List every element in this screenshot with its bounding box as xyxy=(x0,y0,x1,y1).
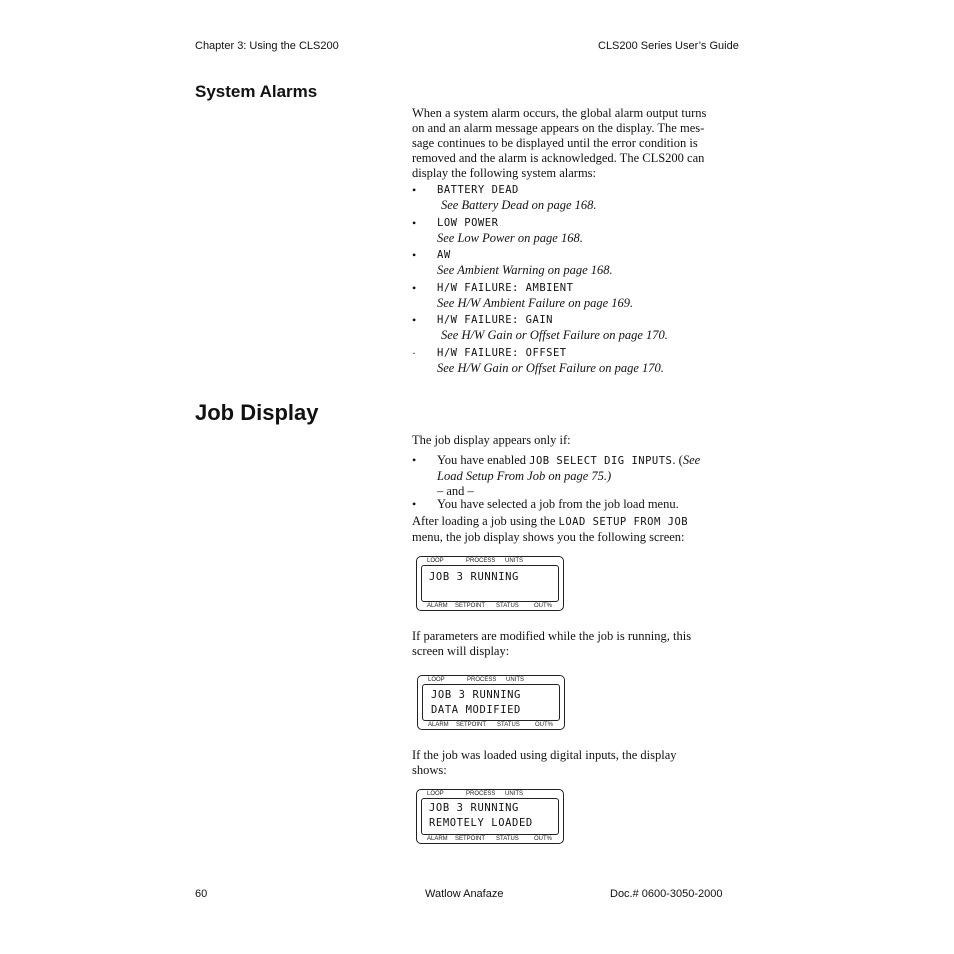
footer-publisher: Watlow Anafaze xyxy=(425,888,504,900)
after-text: After loading a job using the xyxy=(412,514,559,528)
running-header-title: CLS200 Series User’s Guide xyxy=(598,40,739,52)
running-header-chapter: Chapter 3: Using the CLS200 xyxy=(195,40,339,52)
alarm-item-battery-dead xyxy=(437,183,597,213)
alarm-item-low-power xyxy=(437,216,583,246)
alarm-code: H/W FAILURE: OFFSET xyxy=(437,347,567,359)
lcd-line-1: JOB 3 RUNNING xyxy=(431,689,521,701)
alarm-item-hw-failure-offset xyxy=(437,346,664,376)
alarm-item-aw xyxy=(437,248,613,278)
lcd-line-2: REMOTELY LOADED xyxy=(429,817,533,829)
section-heading-system-alarms: System Alarms xyxy=(195,82,318,101)
lcd-label-process: PROCESS xyxy=(467,677,497,683)
intro-line: sage continues to be displayed until the error condition is xyxy=(412,136,698,150)
lcd-display-job-running xyxy=(416,556,564,611)
alarm-code: H/W FAILURE: AMBIENT xyxy=(437,282,574,294)
digital-line: shows: xyxy=(412,763,447,777)
alarm-reference: See H/W Gain or Offset Failure on page 170. xyxy=(441,328,668,342)
lcd-screen xyxy=(421,565,559,602)
lcd-label-status: STATUS xyxy=(496,603,519,609)
lcd-label-out: OUT% xyxy=(534,603,552,609)
alarm-code: H/W FAILURE: GAIN xyxy=(437,314,553,326)
modified-line: If parameters are modified while the job is running, this xyxy=(412,629,692,643)
after-text-line2: menu, the job display shows you the following screen: xyxy=(412,530,685,544)
after-loading-text xyxy=(412,514,742,545)
digital-inputs-text xyxy=(412,748,677,778)
lcd-label-status: STATUS xyxy=(496,836,519,842)
digital-line: If the job was loaded using digital inputs, the display xyxy=(412,748,677,762)
section-heading-job-display: Job Display xyxy=(195,400,319,425)
lcd-label-alarm: ALARM xyxy=(427,603,448,609)
lcd-label-out: OUT% xyxy=(535,722,553,728)
modified-line: screen will display: xyxy=(412,644,510,658)
lcd-label-units: UNITS xyxy=(505,791,523,797)
alarm-item-hw-failure-gain xyxy=(437,313,668,343)
system-alarms-intro xyxy=(412,106,752,181)
lcd-label-units: UNITS xyxy=(505,558,523,564)
lcd-label-status: STATUS xyxy=(497,722,520,728)
condition-reference: Load Setup From Job on page 75.) xyxy=(437,469,612,483)
lcd-label-loop: LOOP xyxy=(427,791,444,797)
lcd-label-process: PROCESS xyxy=(466,558,496,564)
lcd-display-data-modified xyxy=(417,675,565,730)
alarm-reference: See H/W Gain or Offset Failure on page 170. xyxy=(437,361,664,375)
bullet: • xyxy=(412,497,417,511)
lcd-label-setpoint: SETPOINT xyxy=(455,836,486,842)
condition-see: See xyxy=(682,453,701,467)
alarm-item-hw-failure-ambient xyxy=(437,281,633,311)
bullet: · xyxy=(412,346,416,360)
intro-line: When a system alarm occurs, the global alarm output turns xyxy=(412,106,707,120)
lcd-display-remotely-loaded xyxy=(416,789,564,844)
lcd-label-out: OUT% xyxy=(534,836,552,842)
modified-text xyxy=(412,629,691,659)
lcd-label-setpoint: SETPOINT xyxy=(455,603,486,609)
lcd-label-units: UNITS xyxy=(506,677,524,683)
alarm-code: LOW POWER xyxy=(437,217,499,229)
lcd-line-2: DATA MODIFIED xyxy=(431,704,521,716)
job-condition-1 xyxy=(437,453,737,499)
alarm-code: AW xyxy=(437,249,451,261)
bullet: • xyxy=(412,313,417,327)
lcd-label-setpoint: SETPOINT xyxy=(456,722,487,728)
bullet: • xyxy=(412,216,417,230)
bullet: • xyxy=(412,281,417,295)
page-number: 60 xyxy=(195,888,208,900)
condition-text: . ( xyxy=(672,453,683,467)
condition-and: – and – xyxy=(437,484,474,498)
job-condition-2: You have selected a job from the job load menu. xyxy=(437,497,679,511)
condition-code: JOB SELECT DIG INPUTS xyxy=(529,455,673,467)
footer-doc-number: Doc.# 0600-3050-2000 xyxy=(610,888,723,900)
intro-line: on and an alarm message appears on the display. The mes- xyxy=(412,121,705,135)
lcd-line-1: JOB 3 RUNNING xyxy=(429,571,519,583)
after-code: LOAD SETUP FROM JOB xyxy=(558,516,689,528)
alarm-reference: See Low Power on page 168. xyxy=(437,231,583,245)
lcd-label-alarm: ALARM xyxy=(427,836,448,842)
bullet: • xyxy=(412,248,417,262)
lcd-label-loop: LOOP xyxy=(427,558,444,564)
lcd-label-process: PROCESS xyxy=(466,791,496,797)
bullet: • xyxy=(412,183,417,197)
intro-line: display the following system alarms: xyxy=(412,166,597,180)
condition-text: You have enabled xyxy=(437,453,530,467)
lcd-line-1: JOB 3 RUNNING xyxy=(429,802,519,814)
bullet: • xyxy=(412,453,417,467)
alarm-reference: See Ambient Warning on page 168. xyxy=(437,263,613,277)
lcd-screen xyxy=(422,684,560,721)
job-display-intro: The job display appears only if: xyxy=(412,433,571,447)
lcd-screen xyxy=(421,798,559,835)
alarm-code: BATTERY DEAD xyxy=(437,184,519,196)
lcd-label-alarm: ALARM xyxy=(428,722,449,728)
lcd-label-loop: LOOP xyxy=(428,677,445,683)
alarm-reference: See Battery Dead on page 168. xyxy=(441,198,597,212)
alarm-reference: See H/W Ambient Failure on page 169. xyxy=(437,296,634,310)
intro-line: removed and the alarm is acknowledged. The CLS200 can xyxy=(412,151,705,165)
